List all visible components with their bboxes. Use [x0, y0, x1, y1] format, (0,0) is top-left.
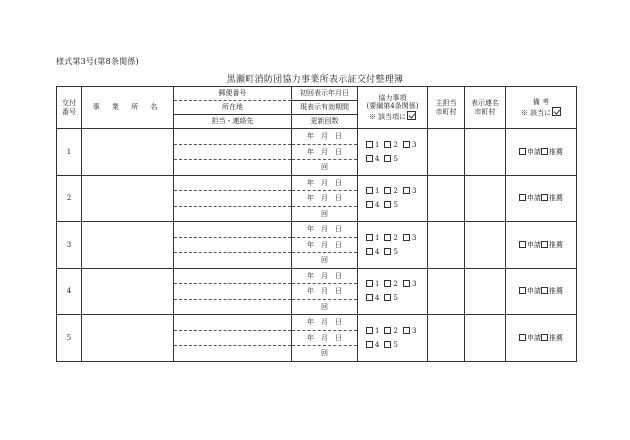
first-date-cell[interactable]: 年 月 日	[292, 129, 358, 145]
postal-code-cell[interactable]	[174, 268, 292, 284]
contact-cell[interactable]	[174, 160, 292, 176]
postal-code-cell[interactable]	[174, 175, 292, 191]
valid-period-cell[interactable]: 年 月 日	[292, 284, 358, 300]
main-municipality-cell[interactable]	[428, 315, 465, 362]
table-row	[57, 268, 577, 284]
remark-checkbox[interactable]: 申請	[519, 334, 541, 342]
office-name-cell[interactable]	[82, 129, 174, 176]
header-renewal-count: 更新回数	[292, 115, 358, 129]
check-mark-icon	[552, 107, 561, 116]
renewal-count-cell[interactable]: 回	[292, 346, 358, 362]
office-name-cell[interactable]	[82, 315, 174, 362]
main-municipality-cell[interactable]	[428, 175, 465, 222]
remarks-cell	[506, 129, 577, 176]
header-issue-no: 交付 番号	[57, 87, 82, 129]
coop-checkbox[interactable]: 3	[403, 138, 416, 152]
table-row	[57, 222, 577, 238]
coop-checkbox[interactable]: 1	[366, 277, 379, 291]
first-date-cell[interactable]: 年 月 日	[292, 268, 358, 284]
postal-code-cell[interactable]	[174, 315, 292, 331]
office-name-cell[interactable]	[82, 268, 174, 315]
first-date-cell[interactable]: 年 月 日	[292, 315, 358, 331]
coop-checkbox[interactable]: 3	[403, 277, 416, 291]
header-remarks: 備 考 ※ 該当に	[506, 87, 577, 129]
form-number: 様式第3号(第8条関係)	[56, 57, 139, 66]
postal-code-cell[interactable]	[174, 222, 292, 238]
postal-code-cell[interactable]	[174, 129, 292, 145]
cooperation-cell	[358, 222, 428, 269]
remark-checkbox[interactable]: 推薦	[541, 334, 563, 342]
header-cooperation: 協力事項 (要綱第4条関係) ※ 該当項に	[358, 87, 428, 129]
coop-checkbox[interactable]: 3	[403, 231, 416, 245]
table-row	[57, 129, 577, 145]
coop-checkbox[interactable]: 1	[366, 231, 379, 245]
coop-checkbox[interactable]: 4	[366, 338, 379, 352]
coop-checkbox[interactable]: 1	[366, 184, 379, 198]
valid-period-cell[interactable]: 年 月 日	[292, 144, 358, 160]
coop-checkbox[interactable]: 5	[384, 338, 397, 352]
coop-checkbox[interactable]: 4	[366, 245, 379, 259]
remarks-cell	[506, 222, 577, 269]
coop-checkbox[interactable]: 4	[366, 291, 379, 305]
remark-checkbox[interactable]: 申請	[519, 287, 541, 295]
renewal-count-cell[interactable]: 回	[292, 206, 358, 222]
address-cell[interactable]	[174, 330, 292, 346]
coop-checkbox[interactable]: 1	[366, 324, 379, 338]
main-municipality-cell[interactable]	[428, 222, 465, 269]
coop-checkbox[interactable]: 5	[384, 152, 397, 166]
office-name-cell[interactable]	[82, 222, 174, 269]
header-postal-code: 郵便番号	[174, 87, 292, 101]
display-municipality-cell[interactable]	[465, 222, 506, 269]
header-main-municipality: 主担当 市町村	[428, 87, 465, 129]
remark-checkbox[interactable]: 申請	[519, 194, 541, 202]
check-mark-icon	[407, 111, 416, 120]
cooperation-cell	[358, 315, 428, 362]
cooperation-cell	[358, 175, 428, 222]
coop-checkbox[interactable]: 2	[384, 138, 397, 152]
header-valid-period: 現表示有効期間	[292, 101, 358, 115]
header-display-municipality: 表示連名 市町村	[465, 87, 506, 129]
display-municipality-cell[interactable]	[465, 315, 506, 362]
remark-checkbox[interactable]: 推薦	[541, 148, 563, 156]
issue-number: 3	[57, 222, 82, 269]
header-first-date: 初回表示年月日	[292, 87, 358, 101]
address-cell[interactable]	[174, 144, 292, 160]
renewal-count-cell[interactable]: 回	[292, 299, 358, 315]
display-municipality-cell[interactable]	[465, 268, 506, 315]
coop-checkbox[interactable]: 2	[384, 184, 397, 198]
main-municipality-cell[interactable]	[428, 129, 465, 176]
header-office-name: 事 業 所 名	[82, 87, 174, 129]
valid-period-cell[interactable]: 年 月 日	[292, 191, 358, 207]
contact-cell[interactable]	[174, 299, 292, 315]
remark-checkbox[interactable]: 申請	[519, 148, 541, 156]
first-date-cell[interactable]: 年 月 日	[292, 222, 358, 238]
coop-checkbox[interactable]: 1	[366, 138, 379, 152]
register-table	[56, 86, 577, 362]
address-cell[interactable]	[174, 191, 292, 207]
issue-number: 2	[57, 175, 82, 222]
remark-checkbox[interactable]: 申請	[519, 241, 541, 249]
display-municipality-cell[interactable]	[465, 129, 506, 176]
cooperation-cell	[358, 129, 428, 176]
issue-number: 5	[57, 315, 82, 362]
remarks-cell	[506, 268, 577, 315]
contact-cell[interactable]	[174, 253, 292, 269]
page-title: 黒瀬町消防団協力事業所表示証交付整理簿	[226, 75, 404, 85]
table-row	[57, 175, 577, 191]
coop-checkbox[interactable]: 5	[384, 245, 397, 259]
office-name-cell[interactable]	[82, 175, 174, 222]
table-row	[57, 315, 577, 331]
first-date-cell[interactable]: 年 月 日	[292, 175, 358, 191]
coop-checkbox[interactable]: 5	[384, 198, 397, 212]
renewal-count-cell[interactable]: 回	[292, 160, 358, 176]
header-address: 所在地	[174, 101, 292, 115]
contact-cell[interactable]	[174, 206, 292, 222]
address-cell[interactable]	[174, 284, 292, 300]
coop-checkbox[interactable]: 5	[384, 291, 397, 305]
coop-checkbox[interactable]: 4	[366, 198, 379, 212]
issue-number: 1	[57, 129, 82, 176]
coop-checkbox[interactable]: 2	[384, 277, 397, 291]
main-municipality-cell[interactable]	[428, 268, 465, 315]
remark-checkbox[interactable]: 推薦	[541, 287, 563, 295]
renewal-count-cell[interactable]: 回	[292, 253, 358, 269]
coop-checkbox[interactable]: 2	[384, 231, 397, 245]
coop-checkbox[interactable]: 2	[384, 324, 397, 338]
display-municipality-cell[interactable]	[465, 175, 506, 222]
coop-checkbox[interactable]: 4	[366, 152, 379, 166]
cooperation-cell	[358, 268, 428, 315]
contact-cell[interactable]	[174, 346, 292, 362]
valid-period-cell[interactable]: 年 月 日	[292, 330, 358, 346]
coop-checkbox[interactable]: 3	[403, 324, 416, 338]
remark-checkbox[interactable]: 推薦	[541, 194, 563, 202]
valid-period-cell[interactable]: 年 月 日	[292, 237, 358, 253]
coop-checkbox[interactable]: 3	[403, 184, 416, 198]
issue-number: 4	[57, 268, 82, 315]
remark-checkbox[interactable]: 推薦	[541, 241, 563, 249]
remarks-cell	[506, 315, 577, 362]
header-contact: 担当・連絡先	[174, 115, 292, 129]
address-cell[interactable]	[174, 237, 292, 253]
remarks-cell	[506, 175, 577, 222]
